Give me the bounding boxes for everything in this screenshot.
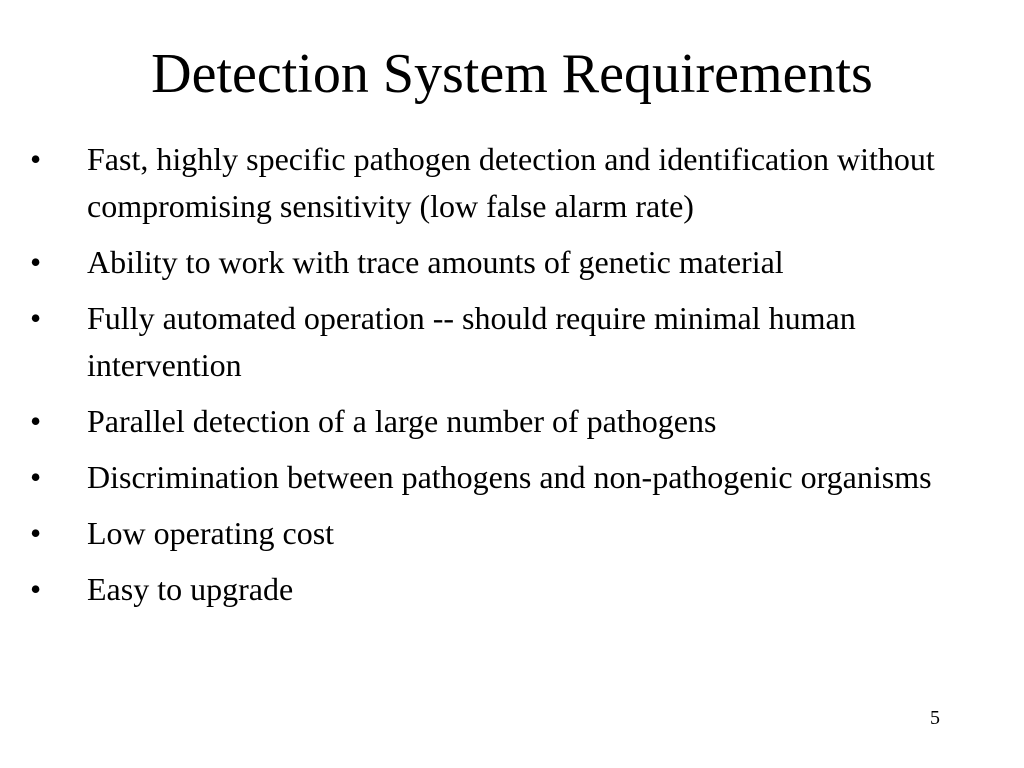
bullet-text: Fully automated operation -- should require minimal human intervention bbox=[87, 300, 856, 383]
bullet-list bbox=[30, 136, 990, 622]
bullet-icon: • bbox=[30, 141, 42, 177]
bullet-item bbox=[30, 510, 990, 557]
bullet-icon: • bbox=[30, 244, 42, 280]
bullet-item bbox=[30, 398, 990, 445]
bullet-icon: • bbox=[30, 403, 42, 439]
bullet-text: Parallel detection of a large number of pathogens bbox=[87, 403, 717, 439]
slide-title: Detection System Requirements bbox=[151, 43, 873, 105]
bullet-item bbox=[30, 566, 990, 613]
bullet-item bbox=[30, 239, 990, 286]
bullet-icon: • bbox=[30, 300, 42, 336]
bullet-icon: • bbox=[30, 515, 42, 551]
bullet-text: Fast, highly specific pathogen detection and identification without compromising sensitivity (low false alarm rate) bbox=[87, 141, 935, 224]
bullet-item bbox=[30, 454, 990, 501]
bullet-text: Easy to upgrade bbox=[87, 571, 294, 607]
bullet-icon: • bbox=[30, 459, 42, 495]
bullet-item bbox=[30, 295, 990, 389]
page-number: 5 bbox=[930, 707, 940, 729]
bullet-text: Low operating cost bbox=[87, 515, 335, 551]
bullet-icon: • bbox=[30, 571, 42, 607]
bullet-text: Ability to work with trace amounts of genetic material bbox=[87, 244, 784, 280]
bullet-item bbox=[30, 136, 990, 230]
bullet-text: Discrimination between pathogens and non-pathogenic organisms bbox=[87, 459, 932, 495]
